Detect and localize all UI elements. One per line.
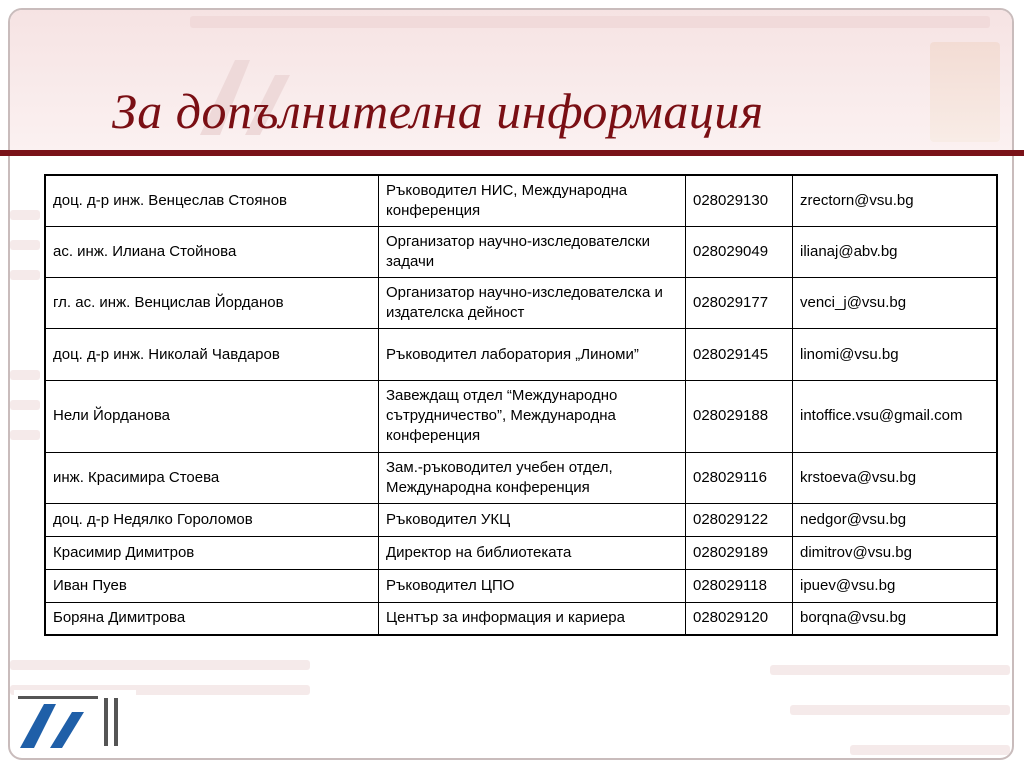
contact-name: гл. ас. инж. Венцислав Йорданов xyxy=(45,278,379,329)
contact-email: ipuev@vsu.bg xyxy=(793,569,998,602)
contact-name: Нели Йорданова xyxy=(45,380,379,452)
contact-role: Организатор научно-изследователска и издателска дейност xyxy=(379,278,686,329)
page-title: За допълнителна информация xyxy=(112,83,764,139)
title-divider xyxy=(0,150,1024,156)
contact-phone: 028029049 xyxy=(686,226,793,277)
contact-phone: 028029145 xyxy=(686,329,793,380)
contact-phone: 028029122 xyxy=(686,504,793,537)
contact-phone: 028029120 xyxy=(686,602,793,635)
table-row xyxy=(45,536,997,569)
vsu-logo-icon xyxy=(14,690,136,752)
contact-name: доц. д-р инж. Николай Чавдаров xyxy=(45,329,379,380)
contact-email: ilianaj@abv.bg xyxy=(793,226,998,277)
contact-phone: 028029188 xyxy=(686,380,793,452)
table-row xyxy=(45,380,997,452)
contact-phone: 028029189 xyxy=(686,536,793,569)
contact-name: Боряна Димитрова xyxy=(45,602,379,635)
contact-role: Зам.-ръководител учебен отдел, Международна конференция xyxy=(379,452,686,503)
table-row xyxy=(45,226,997,277)
contact-email: borqna@vsu.bg xyxy=(793,602,998,635)
contact-role: Организатор научно-изследователски задачи xyxy=(379,226,686,277)
table-row xyxy=(45,504,997,537)
contact-role: Ръководител НИС, Международна конференция xyxy=(379,175,686,226)
table-row xyxy=(45,602,997,635)
contact-email: dimitrov@vsu.bg xyxy=(793,536,998,569)
contact-email: nedgor@vsu.bg xyxy=(793,504,998,537)
contact-name: инж. Красимира Стоева xyxy=(45,452,379,503)
table-row xyxy=(45,329,997,380)
contact-email: krstoeva@vsu.bg xyxy=(793,452,998,503)
contact-phone: 028029177 xyxy=(686,278,793,329)
contact-role: Ръководител УКЦ xyxy=(379,504,686,537)
contact-name: доц. д-р Недялко Гороломов xyxy=(45,504,379,537)
table-row xyxy=(45,278,997,329)
contact-phone: 028029118 xyxy=(686,569,793,602)
background-header-strip xyxy=(190,12,1010,32)
table-row xyxy=(45,452,997,503)
contacts-table xyxy=(44,174,998,636)
contact-email: venci_j@vsu.bg xyxy=(793,278,998,329)
contact-email: linomi@vsu.bg xyxy=(793,329,998,380)
contact-name: ас. инж. Илиана Стойнова xyxy=(45,226,379,277)
contact-role: Ръководител ЦПО xyxy=(379,569,686,602)
table-row xyxy=(45,175,997,226)
contact-role: Ръководител лаборатория „Линоми” xyxy=(379,329,686,380)
contact-email: intoffice.vsu@gmail.com xyxy=(793,380,998,452)
contact-phone: 028029116 xyxy=(686,452,793,503)
contact-email: zrectorn@vsu.bg xyxy=(793,175,998,226)
background-photo xyxy=(930,42,1000,142)
contact-name: доц. д-р инж. Венцеслав Стоянов xyxy=(45,175,379,226)
contact-phone: 028029130 xyxy=(686,175,793,226)
table-row xyxy=(45,569,997,602)
contact-name: Красимир Димитров xyxy=(45,536,379,569)
contact-role: Директор на библиотеката xyxy=(379,536,686,569)
contact-role: Завеждащ отдел “Международно сътрудничество”, Международна конференция xyxy=(379,380,686,452)
contact-name: Иван Пуев xyxy=(45,569,379,602)
contact-role: Център за информация и кариера xyxy=(379,602,686,635)
